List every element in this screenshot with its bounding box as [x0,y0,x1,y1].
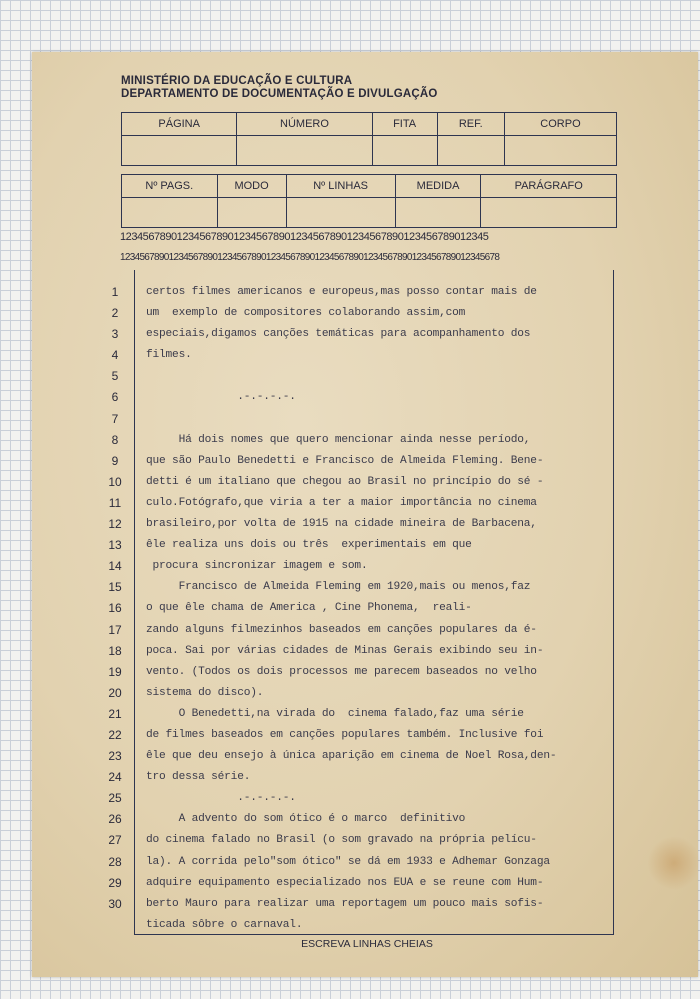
typed-line: êle realiza uns dois ou três experimentais em que [146,539,472,552]
department-title: DEPARTAMENTO DE DOCUMENTAÇÃO E DIVULGAÇÃO [121,88,438,100]
line-number: 28 [108,854,122,869]
typed-line: la). A corrida pelo"som ótico" se dá em 1933 e Adhemar Gonzaga [146,855,550,868]
field-pagina [122,136,237,166]
typed-line: O Benedetti,na virada do cinema falado,faz uma série [146,707,524,720]
col-fita: FITA [372,113,437,136]
col-modo: MODO [217,175,286,198]
typed-line [146,366,616,387]
field-corpo [504,136,616,166]
col-paragrafo: PARÁGRAFO [481,175,617,198]
ministry-title: MINISTÉRIO DA EDUCAÇÃO E CULTURA [121,75,353,87]
line-number-column [100,282,130,915]
typed-line [146,409,616,430]
field-fita [372,136,437,166]
typed-line: vento. (Todos os dois processos me parecem baseados no velho [146,665,537,678]
line-number: 11 [108,495,122,510]
line-number: 2 [111,306,119,321]
line-number: 5 [111,369,119,384]
form-table-top [121,112,617,166]
typed-line: poca. Sai por várias cidades de Minas Gerais exibindo seu in- [146,644,544,657]
typed-text-body [146,282,616,936]
typed-line: A advento do som ótico é o marco definitivo [146,813,466,826]
typed-line: .-.-.-.-. [146,391,296,404]
typed-line: culo.Fotógrafo,que viria a ter a maior importância no cinema [146,496,537,509]
field-modo [217,198,286,228]
column-ruler-1: 12345678901234567890123456789012345678901234567890123456789012345 [120,231,489,243]
col-num-pags: Nº PAGS. [122,175,218,198]
line-number: 18 [108,643,122,658]
col-medida: MEDIDA [395,175,481,198]
line-number: 3 [111,327,119,342]
line-number: 9 [111,453,119,468]
field-paragrafo [481,198,617,228]
field-numero [237,136,372,166]
typed-line: do cinema falado no Brasil (o som gravado na própria pelícu- [146,834,537,847]
typed-line: ticada sôbre o carnaval. [146,918,303,931]
line-number: 26 [108,812,122,827]
field-num-linhas [286,198,395,228]
line-number: 6 [111,390,119,405]
line-number: 22 [108,727,122,742]
col-pagina: PÁGINA [122,113,237,136]
footer-instruction: ESCREVA LINHAS CHEIAS [301,938,433,950]
typed-line: adquire equipamento especializado nos EUA e se reune com Hum- [146,876,544,889]
line-number: 14 [108,559,122,574]
typed-line: o que êle chama de America , Cine Phonema, reali- [146,602,472,615]
field-num-pags [122,198,218,228]
typed-line: Francisco de Almeida Fleming em 1920,mais ou menos,faz [146,581,531,594]
typed-line: filmes. [146,349,192,362]
col-num-linhas: Nº LINHAS [286,175,395,198]
typed-line: sistema do disco). [146,686,264,699]
line-number: 1 [111,285,119,299]
field-ref [437,136,504,166]
typed-line: que são Paulo Benedetti e Francisco de Almeida Fleming. Bene- [146,454,544,467]
line-number: 10 [108,474,122,489]
typed-line: especiais,digamos canções temáticas para acompanhamento dos [146,328,531,341]
line-number: 29 [108,875,122,890]
column-ruler-2: 123456789012345678901234567890123456789012345678901234567890123456789012345678 [120,252,500,263]
line-number: 21 [108,706,122,721]
typed-line: êle que deu ensejo à única aparição em cinema de Noel Rosa,den- [146,750,557,763]
col-numero: NÚMERO [237,113,372,136]
typed-line: um exemplo de compositores colaborando assim,com [146,307,472,320]
col-corpo: CORPO [504,113,616,136]
line-number: 13 [108,538,122,553]
typed-line: detti é um italiano que chegou ao Brasil no princípio do sé - [146,475,544,488]
line-number: 16 [108,601,122,616]
line-number: 19 [108,664,122,679]
line-number: 15 [108,580,122,595]
line-number: 12 [108,517,122,532]
typed-line: zando alguns filmezinhos baseados em canções populares da é- [146,623,537,636]
line-number: 23 [108,749,122,764]
typed-line: brasileiro,por volta de 1915 na cidade mineira de Barbacena, [146,518,537,531]
line-number: 27 [108,833,122,848]
col-ref: REF. [437,113,504,136]
line-number: 4 [111,348,119,363]
form-table-bottom [121,174,617,228]
field-medida [395,198,481,228]
typed-line: tro dessa série. [146,771,251,784]
line-number: 24 [108,770,122,785]
line-number: 7 [111,411,119,426]
typed-line: .-.-.-.-. [146,792,296,805]
line-number: 17 [108,622,122,637]
line-number: 8 [111,432,119,447]
typed-line: berto Mauro para realizar uma reportagem um pouco mais sofis- [146,897,544,910]
paper-stain [648,835,700,891]
typed-line: procura sincronizar imagem e som. [146,560,368,573]
typed-line: Há dois nomes que quero mencionar ainda nesse período, [146,433,531,446]
typed-line: certos filmes americanos e europeus,mas posso contar mais de [146,286,537,298]
line-number: 30 [108,896,122,911]
line-number: 20 [108,685,122,700]
typed-line: de filmes baseados em canções populares também. Inclusive foi [146,728,544,741]
line-number: 25 [108,791,122,806]
